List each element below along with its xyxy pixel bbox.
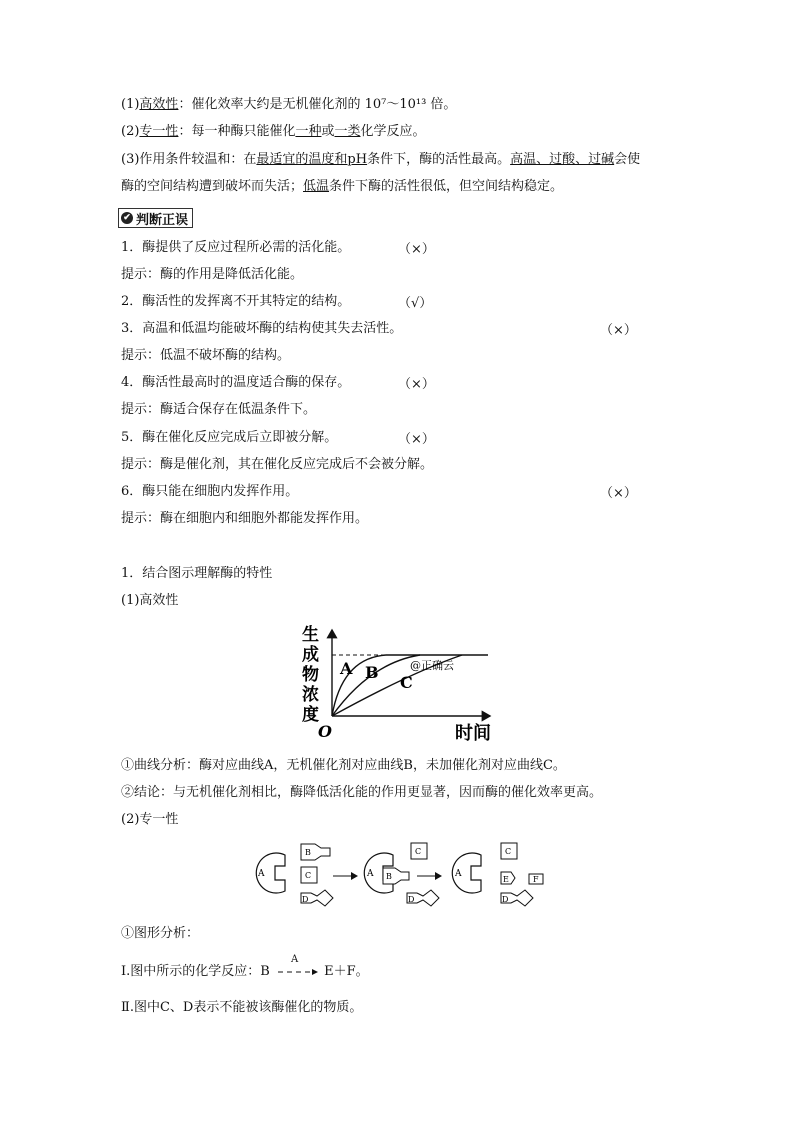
efficiency-chart — [290, 618, 500, 743]
intro-line-3: (3)作用条件较温和：在最适宜的温度和pH条件下，酶的活性最高。高温、过酸、过碱会使 — [121, 152, 641, 167]
enzyme-2-label: A — [367, 869, 374, 879]
intro-line-4: 酶的空间结构遭到破坏而失活；低温条件下酶的活性很低，但空间结构稳定。 — [121, 179, 564, 194]
curve-c-label: C — [400, 673, 413, 692]
box-c-2-label: C — [415, 847, 422, 856]
x-axis-label: 时间 — [455, 723, 491, 743]
judge-hint-6: 提示：酶在细胞内和细胞外都能发挥作用。 — [121, 511, 369, 526]
subsection-efficiency: (1)高效性 — [121, 593, 179, 608]
judge-hint-1: 提示：酶的作用是降低活化能。 — [121, 267, 304, 282]
catalyst-label: A — [290, 954, 299, 965]
substrate-b-1-label: B — [305, 848, 311, 857]
reaction-line: Ⅰ.图中所示的化学反应：B A E＋F。 — [121, 962, 369, 982]
origin-label: O — [318, 722, 332, 741]
judge-mark-1: （×） — [398, 242, 435, 257]
dashed-arrow — [274, 962, 320, 982]
term-specificity: 专一性 — [139, 124, 179, 139]
intro-line-2: (2)专一性：每一种酶只能催化一种或一类化学反应。 — [121, 124, 426, 139]
judge-section-tag: ✔ 判断正误 — [118, 208, 193, 228]
judge-item-6: 6．酶只能在细胞内发挥作用。 — [121, 484, 299, 499]
judge-item-2: 2．酶活性的发挥离不开其特定的结构。 — [121, 294, 351, 309]
judge-hint-4: 提示：酶适合保存在低温条件下。 — [121, 402, 317, 417]
figure-analysis: ①图形分析： — [121, 926, 200, 941]
judge-mark-4: （×） — [398, 377, 435, 392]
judge-item-5: 5．酶在催化反应完成后立即被分解。 — [121, 430, 338, 445]
judge-mark-3: （×） — [600, 323, 637, 338]
enzyme-1-label: A — [258, 869, 265, 879]
judge-hint-5: 提示：酶是催化剂，其在催化反应完成后不会被分解。 — [121, 457, 434, 472]
y-label-3: 物 — [302, 665, 319, 685]
y-label-2: 成 — [302, 645, 319, 665]
judge-item-1: 1．酶提供了反应过程所必需的活化能。 — [121, 240, 351, 255]
y-label-1: 生 — [302, 625, 319, 645]
y-label-5: 度 — [302, 705, 319, 725]
judge-item-3: 3．高温和低温均能破坏酶的结构使其失去活性。 — [121, 321, 403, 336]
check-icon: ✔ — [121, 212, 133, 224]
substrate-d-1-label: D — [302, 895, 309, 904]
watermark: @正确云 — [410, 659, 454, 672]
curve-analysis: ①曲线分析：酶对应曲线A，无机催化剂对应曲线B，未加催化剂对应曲线C。 — [121, 758, 566, 773]
curve-a-label: A — [340, 659, 353, 678]
substrate-b-2-label: B — [386, 872, 392, 881]
judge-hint-3: 提示：低温不破坏酶的结构。 — [121, 348, 291, 363]
section-title: 1．结合图示理解酶的特性 — [121, 566, 273, 581]
cd-note: Ⅱ.图中C、D表示不能被该酶催化的物质。 — [121, 1000, 363, 1015]
curve-b-label: B — [365, 663, 379, 682]
judge-mark-5: （×） — [398, 432, 435, 447]
intro-line-1: (1)高效性：催化效率大约是无机催化剂的 10⁷～10¹³ 倍。 — [121, 97, 457, 112]
substrate-d-2-label: D — [408, 895, 415, 904]
specificity-diagram — [245, 838, 555, 914]
y-label-4: 浓 — [302, 685, 319, 705]
substrate-d-3-label: D — [502, 895, 509, 904]
judge-item-4: 4．酶活性最高时的温度适合酶的保存。 — [121, 375, 351, 390]
term-efficiency: 高效性 — [139, 97, 179, 112]
judge-mark-6: （×） — [600, 486, 637, 501]
product-e-label: E — [503, 875, 509, 884]
product-f-label: F — [533, 875, 539, 884]
reaction-arrow — [274, 954, 320, 982]
conclusion: ②结论：与无机催化剂相比，酶降低活化能的作用更显著，因而酶的催化效率更高。 — [121, 785, 603, 800]
subsection-specificity: (2)专一性 — [121, 812, 179, 827]
box-c-3-label: C — [505, 847, 512, 856]
box-c-1-label: C — [305, 871, 312, 880]
judge-mark-2: （√） — [398, 296, 433, 311]
enzyme-3-label: A — [455, 869, 462, 879]
